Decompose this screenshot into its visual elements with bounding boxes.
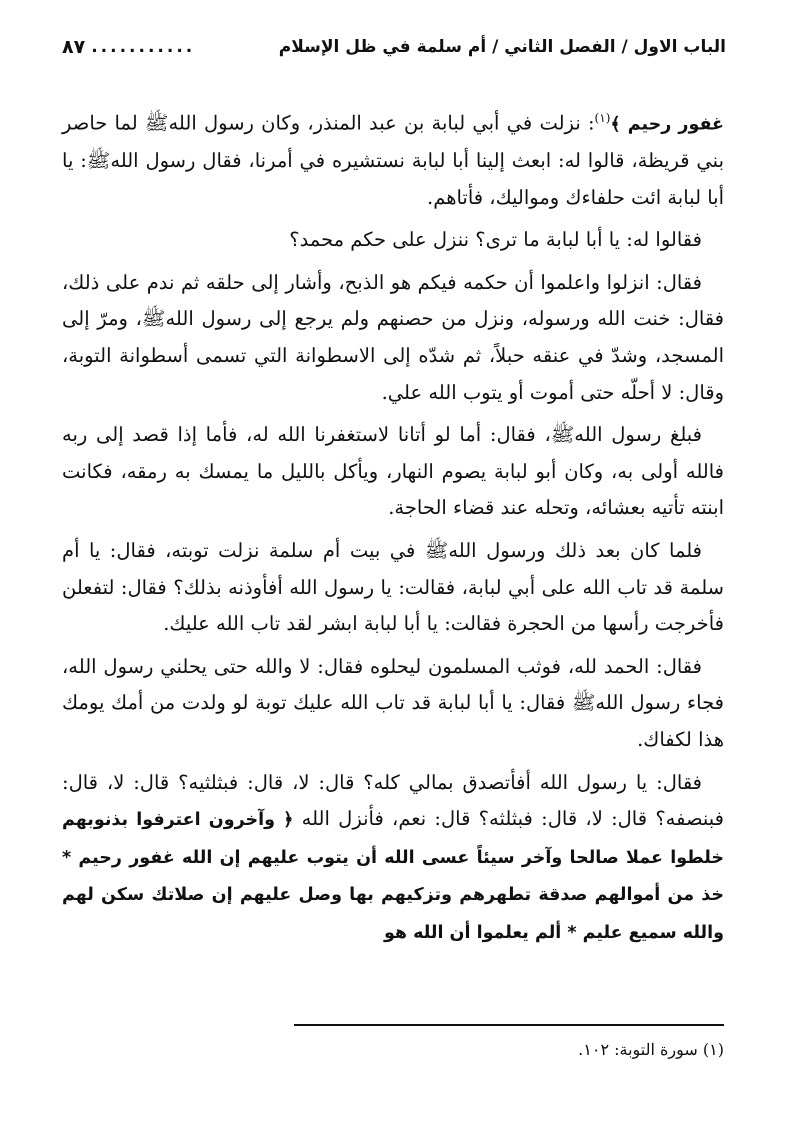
paragraph xyxy=(62,265,724,411)
header-leader-dots: ........... xyxy=(91,37,196,57)
quran-quote: غفور رحيم ﴾ xyxy=(610,114,725,135)
quran-quote: ﴿ وآخرون اعترفوا بذنوبهم خلطوا عملا صالحا وآخر سيئاً عسى الله أن يتوب عليهم إن الله غفور رحيم * خذ من أموالهم صدقة تطهرهم وتزكيهم بها وصل عليهم إن صلاتك سكن لهم والله سميع عليم * ألم يعلموا أن الله هو xyxy=(62,810,724,943)
footnote-marker: (١) xyxy=(594,111,611,125)
text-run: فبلغ رسول اللهﷺ، فقال: أما لو أتانا لاستغفرنا الله له، فأما إذا قصد إلى ربه فالله أولى به، وكان أبو لبابة يصوم النهار، ويأكل بالليل ما يمسك به رمقه، فكانت ابنته تأتيه بعشائه، وتحله عند قضاء الحاجة. xyxy=(62,423,724,520)
text-run: فقال: انزلوا واعلموا أن حكمه فيكم هو الذبح، وأشار إلى حلقه ثم ندم على ذلك، فقال: خنت الله ورسوله، ونزل من حصنهم ولم يرجع إلى رسول اللهﷺ، ومرّ إلى المسجد، وشدّ في عنقه حبلاً، ثم شدّه إلى الاسطوانة التي تسمى أسطوانة التوبة، وقال: لا أحلّه حتى أموت أو يتوب الله علي. xyxy=(62,270,724,404)
footnote-separator xyxy=(294,1024,724,1026)
paragraph xyxy=(62,417,724,527)
paragraph xyxy=(62,222,724,259)
text-run: فلما كان بعد ذلك ورسول اللهﷺ في بيت أم سلمة نزلت توبته، فقال: يا أم سلمة قد تاب الله على أبي لبابة، فقالت: يا رسول الله أفأوذنه بذلك؟ فقال: لتفعلن فأخرجت رأسها من الحجرة فقالت: يا أبا لبابة ابشر لقد تاب الله عليك. xyxy=(62,539,724,636)
text-run: فقال: يا رسول الله أفأتصدق بمالي كله؟ قال: لا، قال: فبثلثيه؟ قال: لا، قال: فبنصفه؟ قال: لا، قال: فبثلثه؟ قال: نعم، فأنزل الله xyxy=(62,770,724,831)
footnote: (١) سورة التوبة: ١٠٢. xyxy=(578,1040,724,1059)
page-number: ٨٧ xyxy=(62,36,86,58)
paragraph xyxy=(62,765,724,952)
body-text xyxy=(62,100,724,958)
text-run: فقالوا له: يا أبا لبابة ما ترى؟ ننزل على حكم محمد؟ xyxy=(289,228,702,252)
paragraph xyxy=(62,649,724,759)
paragraph xyxy=(62,533,724,643)
paragraph xyxy=(62,100,724,216)
running-header xyxy=(62,30,726,64)
header-title: الباب الاول / الفصل الثاني / أم سلمة في ظل الإسلام xyxy=(278,37,726,57)
text-run: فقال: الحمد لله، فوثب المسلمون ليحلوه فقال: لا والله حتى يحلني رسول الله، فجاء رسول اللهﷺ فقال: يا أبا لبابة قد تاب الله عليك توبة لو ولدت من أمك يومك هذا لكفاك. xyxy=(62,654,724,751)
text-run: : نزلت في أبي لبابة بن عبد المنذر، وكان رسول اللهﷺ لما حاصر بني قريظة، قالوا له: ابعث إلينا أبا لبابة نستشيره في أمرنا، فقال رسول اللهﷺ: يا أبا لبابة ائت حلفاءك ومواليك، فأتاهم. xyxy=(62,111,724,209)
